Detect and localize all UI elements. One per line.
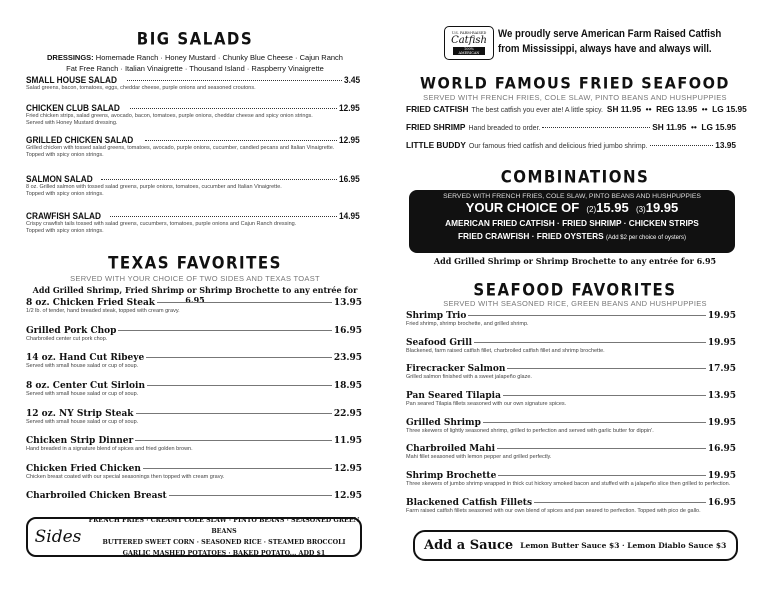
menu-item: [26, 436, 362, 453]
dot-leader: [534, 502, 706, 503]
combinations-add-line: Add Grilled Shrimp or Shrimp Brochette to any entrée for 6.95: [433, 256, 717, 266]
dot-leader: [135, 440, 332, 441]
dot-leader: [507, 368, 705, 369]
menu-item: [406, 498, 736, 515]
menu-item-name: GRILLED CHICKEN SALAD: [26, 135, 134, 145]
menu-item-row: [406, 418, 736, 428]
catfish-line2: from Mississippi, always have and always will.: [498, 43, 712, 55]
menu-item-price: 3.45: [344, 75, 361, 85]
menu-item-description: Served with small house salad or cup of soup.: [26, 419, 139, 425]
menu-item-row: [26, 75, 362, 85]
menu-item-description: Grilled chicken with tossed salad greens, tomatoes, avocado, purple onions, cucumber, candied pecans and Italian Vinaigrette.: [26, 145, 335, 151]
add-sauce-label: Add a Sauce: [424, 538, 514, 553]
dressings-label: DRESSINGS:: [47, 53, 94, 62]
menu-item-name: Chicken Fried Chicken: [26, 464, 141, 474]
menu-item-description: Fried chicken strips, salad greens, avocado, bacon, tomatoes, purple onions, cheddar cheese and spicy onion strings.: [26, 113, 313, 119]
menu-item: [406, 391, 736, 408]
sides-line2: BUTTERED SWEET CORN · SEASONED RICE · STEAMED BROCCOLI: [102, 539, 346, 546]
menu-item-row: [26, 353, 362, 363]
dot-leader: [130, 108, 337, 109]
catfish-logo: [444, 26, 494, 60]
menu-item-price: 19.95: [707, 311, 736, 321]
menu-item: [26, 353, 362, 370]
dot-leader: [474, 342, 706, 343]
three-choice-label: (3): [635, 205, 646, 214]
seafood-favorites-subtitle: SERVED WITH SEASONED RICE, GREEN BEANS AND HUSHPUPPIES: [443, 299, 707, 308]
menu-item-name: 8 oz. Center Cut Sirloin: [26, 381, 146, 391]
menu-item-price: 12.95: [333, 491, 362, 501]
menu-item-price: 12.95: [339, 103, 361, 113]
menu-item-name: Firecracker Salmon: [406, 364, 506, 374]
menu-item-name: Shrimp Trio: [406, 311, 467, 321]
menu-item-row: [26, 381, 362, 391]
menu-item-description: 8 oz. Grilled salmon with tossed salad greens, purple onions, tomatoes, cucumber and Italian Vinaigrette.: [26, 184, 282, 190]
menu-item-description: Served with Honey Mustard dressing.: [26, 120, 118, 126]
sides-list: [88, 515, 360, 559]
menu-item-name: FRIED SHRIMP: [406, 122, 466, 132]
menu-item: [26, 174, 362, 198]
menu-item-row: [406, 338, 736, 348]
dot-leader: [503, 395, 706, 396]
menu-item-description: Mahi fillet seasoned with lemon pepper and grilled perfectly.: [406, 454, 552, 460]
menu-item-name: 14 oz. Hand Cut Ribeye: [26, 353, 145, 363]
dressings: [25, 52, 365, 74]
combo-line2-text: FRIED CRAWFISH · FRIED OYSTERS: [457, 231, 604, 241]
sides-label: Sides: [34, 527, 82, 547]
dot-leader: [169, 495, 332, 496]
menu-item: [26, 491, 362, 501]
two-choice-label: (2): [586, 205, 597, 214]
menu-item-price: 12.95: [333, 464, 362, 474]
menu-item-description: Crispy crawfish tails tossed with salad greens, cucumbers, tomatoes, purple onions and Cajun Ranch dressing.: [26, 221, 297, 227]
menu-item-name: Grilled Shrimp: [406, 418, 481, 428]
logo-mid-text: Catfish: [451, 35, 487, 46]
dot-leader: [101, 179, 338, 180]
dot-leader: [118, 330, 331, 331]
menu-item-price: 16.95: [707, 498, 736, 508]
menu-item: [406, 364, 736, 381]
menu-item-price: 19.95: [707, 418, 736, 428]
menu-item-price: 13.95: [715, 140, 736, 150]
menu-item-price: 11.95: [333, 436, 362, 446]
menu-item-row: [26, 326, 362, 336]
menu-item-description: Pan seared Tilapia fillets seasoned with our own signature spices.: [406, 401, 567, 407]
menu-item-description: Charbroiled center cut pork chop.: [26, 336, 108, 342]
menu-item-description: Topped with spicy onion strings.: [26, 228, 104, 234]
menu-item-description: Served with small house salad or cup of soup.: [26, 363, 139, 369]
menu-item-description: Hand breaded to order.: [468, 125, 541, 132]
menu-item-description: Topped with spicy onion strings.: [26, 152, 104, 158]
combinations-line2: [409, 230, 735, 244]
dot-leader: [498, 475, 706, 476]
menu-item-price: 19.95: [707, 338, 736, 348]
menu-item-name: Pan Seared Tilapia: [406, 391, 501, 401]
logo-bottom-text: 100% AMERICAN: [453, 47, 485, 55]
fried-seafood-item: [406, 122, 736, 132]
menu-item: [26, 135, 362, 159]
dot-leader: [157, 302, 332, 303]
menu-item-row: [406, 391, 736, 401]
menu-item-description: Served with small house salad or cup of soup.: [26, 391, 139, 397]
menu-item-price: 13.95: [333, 298, 362, 308]
dot-leader: [468, 315, 705, 316]
menu-item-row: [26, 298, 362, 308]
menu-item: [26, 75, 362, 92]
menu-item-description: Three skewers of jumbo shrimp wrapped in thick cut hickory smoked bacon and stuffed with a jalapeño slice then grilled to perfection.: [406, 481, 731, 487]
menu-item-name: Blackened Catfish Fillets: [406, 498, 533, 508]
menu-item-price: 12.95: [339, 135, 361, 145]
combinations-title: COMBINATIONS: [500, 167, 650, 187]
menu-item-row: [26, 436, 362, 446]
texas-subtitle: SERVED WITH YOUR CHOICE OF TWO SIDES AND TEXAS TOAST: [70, 274, 320, 283]
fried-seafood-item: [406, 104, 747, 114]
menu-item-row: [406, 471, 736, 481]
dot-leader: [143, 468, 332, 469]
logo-top-text: U.S. FARM-RAISED: [451, 31, 487, 35]
dot-leader: [497, 448, 706, 449]
menu-item-price: 16.95: [707, 444, 736, 454]
menu-item: [26, 326, 362, 343]
fried-seafood-item: [406, 140, 736, 150]
menu-item-name: SMALL HOUSE SALAD: [26, 75, 117, 85]
combinations-line1: AMERICAN FRIED CATFISH · FRIED SHRIMP · CHICKEN STRIPS: [445, 218, 699, 228]
sides-box: [26, 517, 362, 557]
fried-seafood-subtitle: SERVED WITH FRENCH FRIES, COLE SLAW, PINTO BEANS AND HUSHPUPPIES: [423, 93, 727, 102]
menu-item-price: 23.95: [333, 353, 362, 363]
menu-item-description: Our famous fried catfish and delicious fried jumbo shrimp.: [468, 143, 648, 150]
menu-item-description: Chicken breast coated with our special seasonings then topped with cream gravy.: [26, 474, 225, 480]
menu-item-price: 18.95: [333, 381, 362, 391]
two-choice-price: 15.95: [596, 200, 629, 215]
dot-leader: [542, 127, 650, 128]
menu-item: [26, 464, 362, 481]
choice-label: YOUR CHOICE OF: [465, 200, 580, 215]
menu-item-name: Charbroiled Mahi: [406, 444, 496, 454]
menu-item-name: CHICKEN CLUB SALAD: [26, 103, 120, 113]
menu-item-description: Fried shrimp, shrimp brochette, and grilled shrimp.: [406, 321, 529, 327]
menu-item-name: LITTLE BUDDY: [406, 140, 466, 150]
menu-item-price: 16.95: [339, 174, 361, 184]
menu-item-name: SALMON SALAD: [26, 174, 93, 184]
sides-line1: FRENCH FRIES · CREAMY COLE SLAW · PINTO BEANS · SEASONED GREEN BEANS: [88, 517, 360, 535]
menu-item: [406, 338, 736, 355]
menu-item-price: 13.95: [707, 391, 736, 401]
catfish-line1: We proudly serve American Farm Raised Catfish: [498, 28, 722, 40]
menu-item-name: Seafood Grill: [406, 338, 473, 348]
menu-item-price: 16.95: [333, 326, 362, 336]
menu-item-row: [26, 464, 362, 474]
menu-item-description: Blackened, farm raised catfish fillet, charbroiled catfish fillet and shrimp brochette.: [406, 348, 605, 354]
dot-leader: [145, 140, 338, 141]
menu-item: [26, 211, 362, 235]
menu-item-row: [406, 311, 736, 321]
menu-item-name: FRIED CATFISH: [406, 104, 469, 114]
sides-line3: GARLIC MASHED POTATOES · BAKED POTATO... ADD $1: [122, 550, 326, 557]
menu-item-row: [406, 364, 736, 374]
menu-item: [406, 444, 736, 461]
dressings-line2: Fat Free Ranch · Italian Vinaigrette · Thousand Island · Raspberry Vinaigrette: [66, 64, 324, 73]
menu-item-price: SH 11.95 •• REG 13.95 •• LG 15.95: [606, 104, 747, 114]
catfish-statement: [498, 27, 721, 57]
menu-item-row: [26, 491, 362, 501]
dressings-line1: Homemade Ranch · Honey Mustard · Chunky Blue Cheese · Cajun Ranch: [95, 53, 343, 62]
add-sauce-box: [413, 530, 738, 561]
menu-item-description: Hand breaded in a signature blend of spices and fried golden brown.: [26, 446, 193, 452]
menu-item: [26, 381, 362, 398]
big-salads-title: BIG SALADS: [136, 29, 254, 49]
menu-item-name: CRAWFISH SALAD: [26, 211, 101, 221]
three-choice-price: 19.95: [645, 200, 679, 215]
dot-leader: [136, 413, 332, 414]
menu-item-name: Shrimp Brochette: [406, 471, 497, 481]
menu-item-name: 12 oz. NY Strip Steak: [26, 409, 134, 419]
texas-favorites-title: TEXAS FAVORITES: [108, 253, 282, 273]
menu-item: [406, 418, 736, 435]
menu-item-price: SH 11.95 •• LG 15.95: [652, 122, 736, 132]
menu-item-name: Chicken Strip Dinner: [26, 436, 134, 446]
menu-item-row: [26, 103, 362, 113]
dot-leader: [127, 80, 343, 81]
menu-item-description: Topped with spicy onion strings.: [26, 191, 104, 197]
menu-item-price: 22.95: [333, 409, 362, 419]
menu-item-description: Farm raised catfish fillets seasoned with our own blend of spices and pan seared to perfection. Topped with pico de gallo.: [406, 508, 701, 514]
menu-item-name: Charbroiled Chicken Breast: [26, 491, 167, 501]
menu-item-price: 14.95: [339, 211, 361, 221]
texas-add-line: Add Grilled Shrimp, Fried Shrimp or Shrimp Brochette to any entrée for 6.95: [32, 285, 358, 305]
menu-item-description: 1/2 lb. of tender, hand breaded steak, topped with cream gravy.: [26, 308, 180, 314]
menu-item: [26, 409, 362, 426]
dot-leader: [483, 422, 706, 423]
oyster-note: (Add $2 per choice of oysters): [605, 235, 687, 241]
menu-item: [406, 311, 736, 328]
menu-item-row: [26, 409, 362, 419]
menu-item: [406, 471, 736, 488]
menu-item-row: [406, 498, 736, 508]
fried-seafood-title: WORLD FAMOUS FRIED SEAFOOD: [420, 75, 730, 93]
menu-item-row: [406, 444, 736, 454]
menu-item-name: 8 oz. Chicken Fried Steak: [26, 298, 156, 308]
menu-item-row: [26, 135, 362, 145]
menu-item-description: Grilled salmon finished with a sweet jalapeño glaze.: [406, 374, 532, 380]
menu-item-row: [26, 174, 362, 184]
menu-item-description: The best catfish you ever ate! A little spicy.: [471, 107, 603, 114]
menu-item-description: Three skewers of lightly seasoned shrimp, grilled to perfection and served with garlic butter for dippin'.: [406, 428, 654, 434]
dot-leader: [146, 357, 332, 358]
menu-item-price: 19.95: [707, 471, 736, 481]
dot-leader: [110, 216, 338, 217]
seafood-favorites-title: SEAFOOD FAVORITES: [473, 280, 677, 300]
dot-leader: [650, 145, 714, 146]
combinations-subtitle: SERVED WITH FRENCH FRIES, COLE SLAW, PINTO BEANS AND HUSHPUPPIES: [443, 193, 701, 200]
sauce-options: Lemon Butter Sauce $3 · Lemon Diablo Sauce $3: [520, 541, 727, 550]
dot-leader: [147, 385, 332, 386]
combinations-choice: [409, 200, 735, 217]
menu-item-name: Grilled Pork Chop: [26, 326, 117, 336]
menu-item: [26, 103, 362, 127]
menu-item: [26, 298, 362, 315]
menu-item-row: [26, 211, 362, 221]
combinations-box: [409, 190, 735, 253]
menu-item-price: 17.95: [707, 364, 736, 374]
menu-item-description: Salad greens, bacon, tomatoes, eggs, cheddar cheese, purple onions and seasoned croutons.: [26, 85, 256, 91]
